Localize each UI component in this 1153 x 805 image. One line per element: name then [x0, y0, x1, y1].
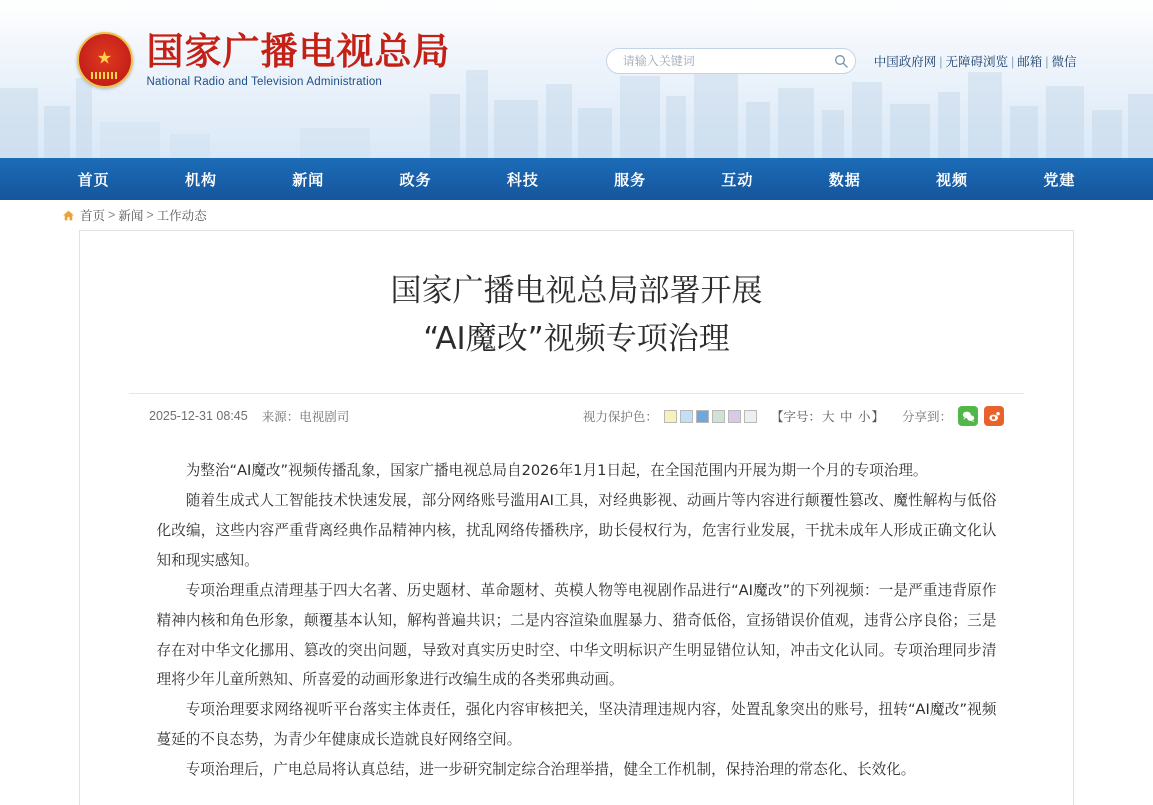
font-size-small[interactable]: 小	[857, 410, 871, 425]
top-link-gov[interactable]: 中国政府网	[873, 55, 937, 69]
breadcrumb-separator-1: >	[108, 208, 116, 222]
article-paragraph: 专项治理要求网络视听平台落实主体责任，强化内容审核把关，坚决清理违规内容，处置乱象突出的账号，扭转“AI魔改”视频蔓延的不良态势，为青少年健康成长造就良好网络空间。	[156, 701, 997, 749]
article-card	[79, 230, 1074, 805]
site-title-cn: 国家广播电视总局	[146, 30, 451, 74]
nav-item-technology[interactable]: 科技	[506, 171, 539, 189]
nav-item-interaction[interactable]: 互动	[721, 171, 754, 189]
top-link-accessibility[interactable]: 无障碍浏览	[945, 55, 1008, 69]
site-logo[interactable]	[77, 32, 451, 88]
site-title-en: National Radio and Television Administration	[146, 75, 383, 88]
eye-protect-swatch-1[interactable]	[664, 410, 677, 423]
article-body	[157, 456, 997, 785]
font-size-large[interactable]: 大	[821, 410, 835, 425]
nav-item-news[interactable]: 新闻	[292, 171, 325, 189]
home-icon	[62, 209, 75, 222]
article-paragraph: 为整治“AI魔改”视频传播乱象，国家广播电视总局自2026年1月1日起，在全国范围内开展为期一个月的专项治理。	[185, 462, 928, 480]
link-separator-1: |	[939, 55, 943, 69]
link-separator-2: |	[1010, 55, 1015, 69]
eye-protect-swatch-4[interactable]	[712, 410, 725, 423]
nav-item-service[interactable]: 服务	[614, 171, 647, 189]
font-size-control	[771, 407, 884, 425]
nav-item-organization[interactable]: 机构	[184, 171, 217, 189]
link-separator-3: |	[1045, 55, 1049, 69]
eye-protect-swatches[interactable]	[664, 410, 757, 423]
eye-protect-label: 视力保护色：	[582, 410, 658, 425]
article-title-line1: 国家广播电视总局部署开展	[390, 273, 763, 309]
article-title-line2: “AI魔改”视频专项治理	[423, 321, 730, 358]
eye-protect-swatch-6[interactable]	[744, 410, 757, 423]
nav-item-data[interactable]: 数据	[828, 171, 861, 189]
breadcrumb-item-news[interactable]: 新闻	[118, 209, 144, 223]
nav-item-video[interactable]: 视频	[936, 171, 969, 189]
top-links	[874, 52, 1077, 70]
eye-protect-swatch-3[interactable]	[696, 410, 709, 423]
breadcrumb-item-home[interactable]: 首页	[80, 209, 106, 223]
emblem-bars	[91, 72, 119, 79]
breadcrumb	[0, 200, 1153, 230]
site-header	[0, 0, 1153, 158]
search-box[interactable]	[606, 48, 856, 74]
article-date: 2025-12-31 08:45	[149, 409, 248, 424]
font-size-label: 【字号：	[770, 410, 821, 425]
article-meta	[129, 394, 1024, 438]
font-size-medium[interactable]: 中	[839, 410, 853, 425]
breadcrumb-separator-2: >	[146, 208, 154, 222]
national-emblem-icon	[77, 32, 133, 88]
search-icon[interactable]	[833, 53, 849, 69]
article-source: 来源：电视剧司	[261, 410, 350, 425]
top-link-mail[interactable]: 邮箱	[1017, 55, 1043, 69]
search-input[interactable]	[621, 53, 833, 69]
share-label: 分享到：	[901, 410, 952, 425]
share-weibo-icon[interactable]	[984, 406, 1004, 426]
page-title	[80, 231, 1073, 369]
article-paragraph: 随着生成式人工智能技术快速发展，部分网络账号滥用AI工具，对经典影视、动画片等内容进行颠覆性篡改、魔性解构与低俗化改编，这些内容严重背离经典作品精神内核，扰乱网络传播秩序，助长侵权行为，危害行业发展，干扰未成年人形成正确文化认知和现实感知。	[156, 492, 997, 569]
nav-item-home[interactable]: 首页	[77, 171, 110, 189]
font-size-label-end: 】	[871, 410, 884, 425]
nav-item-government-affairs[interactable]: 政务	[399, 171, 432, 189]
share-wechat-icon[interactable]	[958, 406, 978, 426]
article-paragraph: 专项治理重点清理基于四大名著、历史题材、革命题材、英模人物等电视剧作品进行“AI魔改”的下列视频：一是严重违背原作精神内核和角色形象，颠覆基本认知，解构普遍共识；二是内容渲染血腥暴力、猎奇低俗，宣扬错误价值观，违背公序良俗；三是存在对中华文化挪用、篡改的突出问题，导致对真实历史时空、中华文明标识产生明显错位认知，冲击文化认同。专项治理同步清理将少年儿童所熟知、所喜爱的动画形象进行改编生成的各类邪典动画。	[156, 581, 997, 689]
article-paragraph: 专项治理后，广电总局将认真总结，进一步研究制定综合治理举措，健全工作机制，保持治理的常态化、长效化。	[185, 761, 916, 779]
star-glyph: ★	[96, 48, 113, 68]
eye-protect-swatch-5[interactable]	[728, 410, 741, 423]
top-link-wechat[interactable]: 微信	[1051, 55, 1077, 69]
breadcrumb-item-current: 工作动态	[156, 209, 207, 223]
nav-item-party-building[interactable]: 党建	[1043, 171, 1076, 189]
main-navigation	[0, 158, 1153, 200]
eye-protect-swatch-2[interactable]	[680, 410, 693, 423]
